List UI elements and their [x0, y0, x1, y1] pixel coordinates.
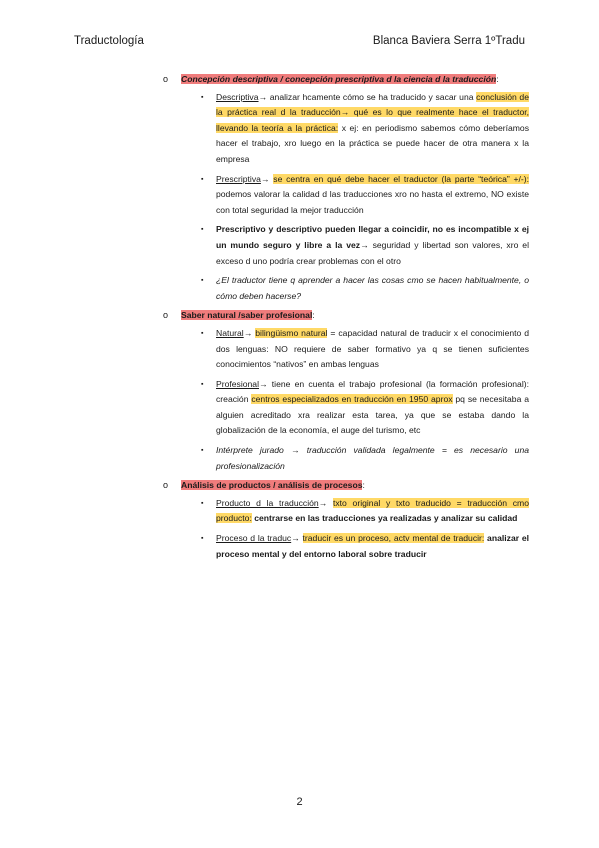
- page-footer: [0, 796, 599, 808]
- section-title-suffix: :: [362, 480, 365, 491]
- item-text: = capacidad natural de traducir x el conocimiento d dos lenguas: NO requiere de saber formativo ya q se tienen suficientes conocimientos “nativos” en ambas lenguas: [216, 327, 530, 370]
- arrow-icon: →: [291, 533, 300, 544]
- section-title: Saber natural /saber profesional: [181, 310, 313, 321]
- square-bullet-icon: ▪: [201, 499, 204, 507]
- square-bullet-icon: ▪: [201, 535, 204, 543]
- item-term: Proceso d la traduc: [216, 533, 292, 544]
- list-item: [0, 273, 599, 304]
- list-item: [0, 496, 599, 527]
- item-text: pq se necesitaba a alguien acreditado xra realizar esta tarea, ya que se estaba dando la globalización de la economía, el auge del turismo, etc: [216, 394, 529, 436]
- square-bullet-icon: ▪: [201, 329, 204, 337]
- circle-bullet-icon: o: [163, 310, 169, 321]
- arrow-icon: →: [260, 173, 270, 184]
- italic-note: Intérprete jurado → traducción validada legalmente = es necesario una profesionalización: [216, 445, 529, 471]
- document-body: [0, 72, 599, 566]
- header-course-title: Traductología: [74, 35, 144, 47]
- arrow-icon: →: [259, 378, 268, 389]
- highlighted-text: centros especializados en traducción en 1950 aprox: [251, 394, 453, 405]
- section-productos-procesos: [0, 478, 599, 494]
- circle-bullet-icon: o: [163, 480, 169, 491]
- circle-bullet-icon: o: [163, 74, 169, 84]
- section-items: [0, 496, 599, 562]
- bold-text: Prescriptivo y descriptivo pueden llegar a coincidir, no es incompatible x ej un mundo seguro y libre a la vez: [216, 224, 529, 250]
- square-bullet-icon: ▪: [201, 380, 204, 388]
- bold-text: centrarse en las traducciones ya realizadas y analizar su calidad: [251, 513, 518, 524]
- item-term: Producto d la traducción: [216, 497, 319, 508]
- item-term: Prescriptiva: [216, 173, 261, 184]
- list-item: [0, 377, 599, 439]
- highlighted-text: bilingüismo natural: [255, 327, 328, 338]
- item-text: x ej: en periodismo sabemos cómo deberíamos hacer el trabajo, xro luego en la práctica se puede hacer de otra manera x la empresa: [216, 122, 529, 164]
- highlighted-text: traducir es un proceso, actv mental de traducir:: [302, 533, 485, 544]
- item-text: analizar hcamente cómo se ha traducido y sacar una: [267, 91, 477, 102]
- item-text: tiene en cuenta el trabajo profesional (la formación profesional): creación: [216, 378, 529, 405]
- list-item: [0, 222, 599, 269]
- square-bullet-icon: ▪: [201, 226, 204, 234]
- section-items: [0, 90, 599, 305]
- highlighted-text: conclusión de la práctica real d la traducción→ qué es lo que realmente hace el traductor, llevando la teoría a la práctica:: [216, 91, 529, 133]
- item-term: Descriptiva: [216, 91, 259, 102]
- arrow-icon: →: [318, 497, 328, 508]
- section-items: [0, 326, 599, 474]
- list-item: [0, 172, 599, 219]
- item-term: Profesional: [216, 378, 259, 389]
- header-author: Blanca Baviera Serra 1ºTradu: [372, 35, 525, 47]
- list-item: [0, 443, 599, 474]
- list-item: [0, 326, 599, 373]
- arrow-icon: →: [243, 327, 253, 338]
- section-title-suffix: :: [496, 74, 499, 84]
- highlighted-text: txto original y txto traducido = traducción cmo producto:: [216, 497, 529, 524]
- bold-text: analizar el proceso mental y del entorno laboral sobre traducir: [216, 533, 529, 559]
- list-item: [0, 90, 599, 168]
- italic-question: ¿El traductor tiene q aprender a hacer las cosas cmo se hacen habitualmente, o cómo deben hacerse?: [216, 275, 529, 301]
- page-number: 2: [296, 796, 303, 808]
- square-bullet-icon: ▪: [201, 175, 204, 183]
- section-title: Análisis de productos / análisis de procesos: [181, 480, 363, 491]
- highlighted-text: se centra en qué debe hacer el traductor (la parte “teórica” +/-):: [273, 173, 530, 184]
- section-title: Concepción descriptiva / concepción prescriptiva d la ciencia d la traducción: [181, 74, 497, 84]
- section-saber-natural-profesional: [0, 308, 599, 324]
- arrow-icon: →: [360, 239, 369, 250]
- item-text: seguridad y libertad son valores, xro el exceso d uno podría crear problemas con el otro: [216, 239, 529, 266]
- section-title-suffix: :: [312, 310, 315, 321]
- item-text: podemos valorar la calidad d las traducciones xro no hasta el extremo, NO existe con total seguridad la mejor traducción: [216, 189, 529, 215]
- square-bullet-icon: ▪: [201, 277, 204, 285]
- square-bullet-icon: ▪: [201, 93, 204, 101]
- arrow-icon: →: [258, 91, 268, 102]
- list-item: [0, 531, 599, 562]
- section-descriptiva-prescriptiva: [0, 72, 599, 88]
- item-term: Natural: [216, 327, 244, 338]
- page-header: [74, 35, 525, 51]
- square-bullet-icon: ▪: [201, 447, 204, 455]
